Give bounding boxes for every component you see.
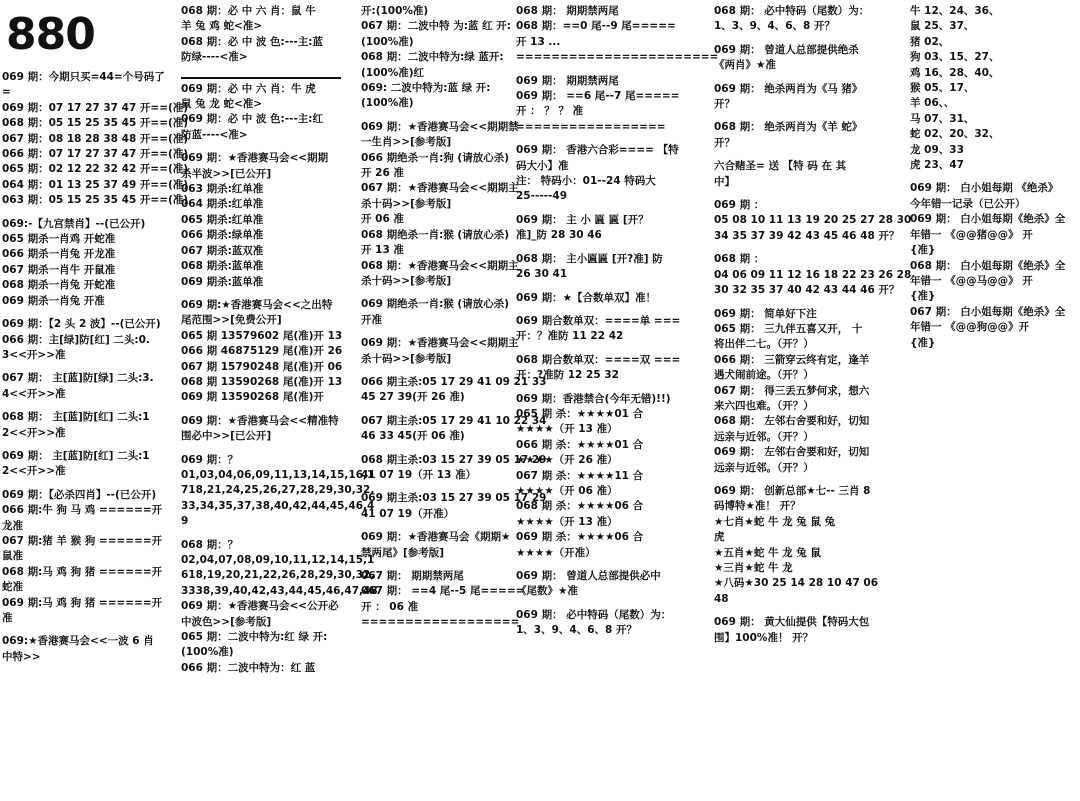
text-line: 065 期杀:红单准 bbox=[181, 213, 264, 226]
text-line bbox=[181, 66, 341, 74]
text-line: 猪 02、 bbox=[910, 35, 950, 48]
text-line: 068 期：二波中特为:绿 蓝开: bbox=[361, 51, 504, 64]
text-line: 准]_防 28 30 46 bbox=[516, 229, 602, 242]
text-line: 《两肖》★准 bbox=[714, 59, 776, 72]
text-line: 开 13 准 bbox=[361, 244, 404, 257]
text-line: 牛 12、24、36、 bbox=[910, 5, 1000, 17]
text-line: 069 期杀一肖兔 开准 bbox=[2, 294, 105, 307]
text-line bbox=[2, 209, 160, 217]
text-line: 067 期：★香港赛马会<<期期主 bbox=[361, 182, 519, 195]
text-line: 开：？准防 11 22 42 bbox=[516, 330, 624, 343]
text-line: 开 06 准 bbox=[361, 213, 404, 226]
text-line bbox=[361, 406, 499, 414]
text-line: 一生肖>>[参考版] bbox=[361, 136, 452, 149]
text-line bbox=[516, 600, 692, 608]
text-line: ================== bbox=[361, 616, 520, 629]
text-line: {准} bbox=[910, 336, 936, 349]
text-line: 063 期：05 15 25 35 45 开==(准) bbox=[2, 194, 189, 207]
text-line: 068 期：必 中 六 肖：鼠 牛 bbox=[181, 5, 316, 17]
text-line: 069 期：【必杀四肖】--(已公开) bbox=[2, 488, 157, 501]
text-line: ================= bbox=[516, 120, 666, 133]
text-line: 9 bbox=[181, 515, 189, 528]
text-line: 069 期： ==6 尾--7 尾===== bbox=[516, 90, 680, 103]
text-line: 1、3、9、4、6、8 开？ bbox=[516, 624, 637, 637]
text-line bbox=[181, 290, 341, 298]
text-line bbox=[516, 283, 692, 291]
text-line bbox=[714, 299, 890, 307]
text-line: 066 期主杀:05 17 29 41 09 21 33 bbox=[361, 375, 547, 388]
text-line: 05 08 10 11 13 19 20 25 27 28 30 bbox=[714, 214, 912, 227]
text-line: 067 期:猪 羊 猴 狗 ======开 bbox=[2, 534, 163, 547]
text-line: 准 bbox=[2, 612, 13, 624]
text-line: 开 26 准 bbox=[361, 167, 404, 180]
text-line bbox=[516, 66, 692, 74]
text-line: 069 期： 香港六合彩==== 【特 bbox=[516, 144, 679, 157]
text-line: 开？ bbox=[714, 98, 735, 111]
text-line bbox=[714, 190, 890, 198]
text-line: 龙 09、33 bbox=[910, 143, 964, 156]
text-line: 开准 bbox=[361, 313, 382, 326]
text-line: 2<<开>>准 bbox=[2, 426, 66, 439]
text-line: 068 期：必 中 波 色:---主:蓝 bbox=[181, 35, 324, 48]
text-line: 069 期：★香港赛马会《期期★ bbox=[361, 531, 511, 544]
text-line bbox=[361, 367, 499, 375]
text-line: (100%准) bbox=[361, 35, 414, 48]
text-line: 068 期合数单双：====双 === bbox=[516, 353, 681, 366]
text-line: 02,04,07,08,09,10,11,12,14,15,1 bbox=[181, 554, 375, 566]
column-1 bbox=[2, 0, 189, 797]
text-line: 068 期： 必中特码（尾数）为： bbox=[714, 5, 870, 17]
text-line: 069 期绝杀一肖:猴 (请放心杀) bbox=[361, 298, 510, 311]
text-line: 遇犬闹前途。（开？） bbox=[714, 369, 814, 382]
text-line bbox=[181, 143, 341, 151]
text-line: 069 期：香港禁合(今年无错)!!) bbox=[516, 392, 671, 405]
text-line: 065 期：二波中特为:红 绿 开: bbox=[181, 631, 328, 644]
text-line: 618,19,20,21,22,26,28,29,30,32, bbox=[181, 569, 375, 582]
text-line: 33,34,35,37,38,40,42,44,45,46,4 bbox=[181, 499, 375, 512]
text-line: 069 期： 必中特码（尾数）为： bbox=[516, 608, 672, 621]
text-line bbox=[2, 480, 160, 488]
text-line: 069 期：【2 头 2 波】--(已公开) bbox=[2, 318, 161, 331]
text-line: 068 期： 期期禁两尾 bbox=[516, 5, 619, 17]
text-line: ★八码★30 25 14 28 10 47 06 bbox=[714, 577, 879, 590]
text-line: 066 期： 三箭穿云终有定，逢羊 bbox=[714, 353, 870, 366]
text-line: 45 27 39(开 26 准) bbox=[361, 391, 465, 404]
text-line: 069 期： 期期禁两尾 bbox=[516, 74, 619, 87]
text-line bbox=[714, 151, 890, 159]
text-line: 杀十码>>[参考版] bbox=[361, 197, 452, 210]
text-line: 068 期： 绝杀两肖为《羊 蛇》 bbox=[714, 121, 863, 134]
text-line: ★三肖★蛇 牛 龙 bbox=[714, 562, 793, 574]
text-line: ★七肖★蛇 牛 龙 兔 鼠 兔 bbox=[714, 515, 836, 528]
text-line: 069 期：★香港赛马会<<公开必 bbox=[181, 600, 339, 613]
text-line: 069 期：？ bbox=[181, 453, 239, 466]
text-line: 069 期： 左邻右舍要和好，切知 bbox=[714, 446, 870, 459]
text-line: 069 期 杀：★★★★06 合 bbox=[516, 531, 644, 544]
text-line: 068 期杀:蓝单准 bbox=[181, 260, 264, 273]
text-line: 068 期：05 15 25 35 45 开==(准) bbox=[2, 117, 189, 130]
text-line: 中波色>>[参考版] bbox=[181, 615, 272, 628]
text-line bbox=[361, 561, 499, 569]
text-line: 杀半波>>[已公开] bbox=[181, 167, 272, 180]
text-line bbox=[714, 244, 890, 252]
text-line: 065 期：02 12 22 32 42 开==(准) bbox=[2, 163, 189, 176]
text-line: 066 期 46875129 尾(准)开 26 bbox=[181, 345, 343, 358]
text-line: 066 期：主[绿]防[红] 二头:0. bbox=[2, 333, 150, 346]
text-line: 26 30 41 bbox=[516, 268, 568, 281]
text-line: 069 期：必 中 六 肖：牛 虎 bbox=[181, 82, 316, 95]
text-line: 069 期:马 鸡 狗 猪 ======开 bbox=[2, 596, 163, 609]
text-line: 069 期：07 17 27 37 47 开==(准) bbox=[2, 101, 189, 114]
text-line: 067 期 15790248 尾(准)开 06 bbox=[181, 360, 343, 373]
text-line: 01,03,04,06,09,11,13,14,15,16,1 bbox=[181, 468, 375, 481]
text-line: 防蓝----<准> bbox=[181, 128, 248, 141]
text-line: 蛇 02、20、32、 bbox=[910, 128, 1000, 141]
text-line: 年错一 《@@猪@@》 开 bbox=[910, 228, 1033, 241]
text-line: ======================= bbox=[516, 51, 719, 64]
text-line: 25-----49 bbox=[516, 190, 568, 203]
text-line: 066 期绝杀一肖:狗 (请放心杀) bbox=[361, 151, 510, 164]
text-line: = bbox=[2, 86, 11, 99]
text-line bbox=[714, 35, 890, 43]
text-line bbox=[516, 384, 692, 392]
text-line: 068 期 13590268 尾(准)开 13 bbox=[181, 375, 343, 388]
text-line: 30 32 35 37 40 42 43 44 46 开？ bbox=[714, 284, 900, 297]
text-line: 远亲与近邻。（开？） bbox=[714, 430, 814, 443]
text-line: 来六四也难。（开？） bbox=[714, 399, 814, 412]
text-line: 068 期：★香港赛马会<<期期主 bbox=[361, 259, 519, 272]
text-line bbox=[181, 530, 341, 538]
text-line: 虎 bbox=[714, 531, 725, 544]
text-line: 069 期： 白小姐每期《绝杀》全 bbox=[910, 213, 1066, 226]
text-line: 066 期：二波中特为：红 蓝 bbox=[181, 661, 316, 674]
text-line: 068 期：？ bbox=[181, 538, 239, 551]
text-line: 069: 二波中特为:蓝 绿 开: bbox=[361, 82, 491, 95]
text-line: 鸡 16、28、40、 bbox=[910, 66, 1000, 79]
text-line bbox=[2, 441, 160, 449]
text-line: 069 期：★香港赛马会<<精准特 bbox=[181, 414, 339, 427]
text-line bbox=[361, 328, 499, 336]
text-line: 防绿----<准> bbox=[181, 51, 248, 64]
text-line: 2<<开>>准 bbox=[2, 465, 66, 478]
text-line: 063 期杀:红单准 bbox=[181, 183, 264, 196]
text-line: 今年错一记录（已公开） bbox=[910, 197, 1026, 210]
text-line: 开？ bbox=[714, 136, 735, 149]
text-line: 067 期 杀：★★★★11 合 bbox=[516, 469, 644, 482]
text-line: 064 期杀:红单准 bbox=[181, 198, 264, 211]
text-line: 066 期 杀：★★★★01 合 bbox=[516, 438, 644, 451]
text-line bbox=[516, 345, 692, 353]
text-line: 068 期主杀:03 15 27 39 05 17 29 bbox=[361, 453, 547, 466]
text-line: 将出伴二七。（开？） bbox=[714, 338, 814, 351]
text-line: 069 期： 白小姐每期 《绝杀》 bbox=[910, 182, 1059, 195]
text-line: 069 期：★香港赛马会<<期期禁 bbox=[361, 120, 519, 133]
text-line: 3338,39,40,42,43,44,45,46,47,48 bbox=[181, 584, 378, 597]
text-line: 开 ： 06 准 bbox=[361, 600, 419, 613]
text-line: 猴 05、17、 bbox=[910, 82, 975, 95]
logo-880: 880 bbox=[6, 9, 95, 60]
text-line: 开 13 ... bbox=[516, 35, 561, 48]
text-line: 069 期： 简单好下注 bbox=[714, 307, 817, 320]
text-line: 六合赌圣= 送 【特 码 在 其 bbox=[714, 160, 847, 173]
text-line: 068 期： 左邻右舍要和好，切知 bbox=[714, 415, 870, 428]
text-line: {准} bbox=[910, 290, 936, 303]
text-line bbox=[361, 483, 499, 491]
text-line: 1、3、9、4、6、8 开？ bbox=[714, 20, 835, 33]
text-line bbox=[516, 135, 692, 143]
text-line: 067 期：08 18 28 38 48 开==(准) bbox=[2, 132, 189, 145]
text-line: 067 期：二波中特 为:蓝 红 开: bbox=[361, 20, 511, 33]
text-line: 羊 06、、 bbox=[910, 97, 955, 110]
text-line: 069 期：★香港赛马会<<期期 bbox=[181, 152, 329, 165]
text-line bbox=[910, 173, 1078, 181]
text-line: 41 07 19（开准） bbox=[361, 507, 455, 520]
text-line bbox=[2, 309, 160, 317]
text-line bbox=[181, 406, 341, 414]
text-line: 068 期：==0 尾--9 尾===== bbox=[516, 20, 676, 33]
text-line: 围】100%准！ 开？ bbox=[714, 631, 814, 644]
text-line: 069 期： 黄大仙提供【特码大包 bbox=[714, 616, 870, 629]
text-line: 中】 bbox=[714, 175, 735, 188]
text-line: 069 期： 主 小 匾 匾 [开？ bbox=[516, 213, 649, 226]
text-line: 069 期 13590268 尾(准)开 bbox=[181, 391, 324, 404]
text-line: 注： 特码小：01--24 特码大 bbox=[516, 175, 656, 188]
text-line bbox=[2, 402, 160, 410]
text-line: 禁两尾》[参考版] bbox=[361, 546, 445, 559]
text-line: 069 期 ： bbox=[714, 199, 765, 212]
text-line: 开 ： ？ ？ 准 bbox=[516, 105, 584, 118]
text-line bbox=[714, 607, 890, 615]
text-line: 4<<开>>准 bbox=[2, 387, 66, 400]
text-line: 065 期 杀：★★★★01 合 bbox=[516, 407, 644, 420]
text-line: 码博特★准！ 开？ bbox=[714, 500, 801, 513]
text-line: 068 期杀一肖兔 开蛇准 bbox=[2, 279, 116, 292]
text-line: 鼠 25、37、 bbox=[910, 20, 975, 33]
text-line: (100%准) bbox=[181, 646, 234, 659]
text-line: (100%准) bbox=[361, 97, 414, 110]
text-line: 068 期 ： bbox=[714, 253, 765, 266]
text-line: 开：?准防 12 25 32 bbox=[516, 369, 619, 382]
text-line: 杀十码>>[参考版] bbox=[361, 274, 452, 287]
text-line: ★★★★（开 13 准） bbox=[516, 515, 618, 528]
text-line: 069 期： 创新总部★七-- 三肖 8 bbox=[714, 484, 871, 497]
text-line: 068 期： 主[蓝]防[红] 二头:1 bbox=[2, 411, 150, 424]
text-line: 《尾数》★准 bbox=[516, 585, 578, 598]
text-line bbox=[714, 74, 890, 82]
text-line: 069 期主杀:03 15 27 39 05 17 29 bbox=[361, 492, 547, 505]
text-line: 鼠 兔 龙 蛇<准> bbox=[181, 98, 263, 111]
text-line bbox=[181, 445, 341, 453]
text-line bbox=[361, 445, 499, 453]
text-line: {准} bbox=[910, 244, 936, 257]
text-line: 064 期：01 13 25 37 49 开==(准) bbox=[2, 178, 189, 191]
text-line: 066 期：07 17 27 37 47 开==(准) bbox=[2, 148, 189, 161]
text-line: 杀十码>>[参考版] bbox=[361, 352, 452, 365]
text-line: 年错一 《@@马@@》 开 bbox=[910, 274, 1033, 287]
text-line: 067 期主杀:05 17 29 41 10 22 34 bbox=[361, 414, 547, 427]
text-line: 狗 03、15、27、 bbox=[910, 51, 1000, 64]
text-line: 069 期：必 中 波 色:---主:红 bbox=[181, 113, 324, 126]
text-line bbox=[516, 205, 692, 213]
text-line: 067 期： ==4 尾--5 尾===== bbox=[361, 585, 525, 598]
text-line: 067 期： 期期禁两尾 bbox=[361, 570, 464, 582]
text-line bbox=[2, 626, 160, 634]
text-line: 069:★香港赛马会<<一波 6 肖 bbox=[2, 635, 154, 648]
text-line: 48 bbox=[714, 592, 729, 605]
text-line: ★★★★（开 26 准） bbox=[516, 454, 618, 467]
text-line: 码大小】准 bbox=[516, 159, 569, 172]
text-line: 066 期杀:绿单准 bbox=[181, 229, 264, 242]
text-line: 069 期合数单双：====单 === bbox=[516, 314, 681, 327]
text-line: 围必中>>[已公开] bbox=[181, 430, 272, 443]
text-line: 069 期：★【合数单双】准！ bbox=[516, 291, 656, 304]
text-line: 067 期杀:蓝双准 bbox=[181, 244, 264, 257]
text-line: 虎 23、47 bbox=[910, 159, 964, 172]
text-line: 069:-【九宫禁肖】--(已公开) bbox=[2, 217, 146, 230]
text-line: 羊 兔 鸡 蛇<准> bbox=[181, 20, 263, 33]
text-line: 龙准 bbox=[2, 519, 23, 532]
text-line: ★五肖★蛇 牛 龙 兔 鼠 bbox=[714, 546, 821, 559]
column-4 bbox=[516, 4, 719, 801]
text-line: 46 33 45(开 06 准) bbox=[361, 430, 465, 443]
text-line: 069 期： 曾道人总部提供绝杀 bbox=[714, 43, 859, 56]
text-line: 066 期杀一肖兔 开龙准 bbox=[2, 248, 116, 261]
text-line: 3<<开>>准 bbox=[2, 348, 66, 361]
column-5 bbox=[714, 4, 912, 801]
text-line: 068 期绝杀一肖:猴 (请放心杀) bbox=[361, 228, 510, 241]
text-line: 41 07 19（开 13 准） bbox=[361, 468, 477, 481]
text-line bbox=[361, 289, 499, 297]
text-line: 718,21,24,25,26,27,28,29,30,32, bbox=[181, 484, 375, 497]
text-line: 鼠准 bbox=[2, 550, 23, 563]
text-line: 066 期:牛 狗 马 鸡 ======开 bbox=[2, 504, 163, 517]
text-line: 067 期： 白小姐每期《绝杀》全 bbox=[910, 305, 1066, 318]
text-line: ★★★★（开 13 准） bbox=[516, 423, 618, 436]
text-line: 069 期杀:蓝单准 bbox=[181, 275, 264, 288]
text-line: 马 07、31、 bbox=[910, 112, 975, 125]
text-line: 开:(100%准) bbox=[361, 5, 429, 17]
text-line: 远亲与近邻。（开？） bbox=[714, 461, 814, 474]
text-line bbox=[361, 522, 499, 530]
text-line: ★★★★（开准） bbox=[516, 546, 596, 559]
text-line: 蛇准 bbox=[2, 581, 23, 594]
text-line: 069 期：今期只买=44=个号码了 bbox=[2, 71, 165, 83]
column-6 bbox=[910, 4, 1078, 801]
text-line: 069 期：★香港赛马会<<期期主 bbox=[361, 337, 519, 350]
text-line: 年错一 《@@狗@@》开 bbox=[910, 321, 1030, 334]
text-line: ★★★★（开 06 准） bbox=[516, 484, 618, 497]
text-line bbox=[516, 306, 692, 314]
text-line: (100%准)红 bbox=[361, 66, 425, 79]
text-line bbox=[361, 112, 499, 120]
text-line: 34 35 37 39 42 43 45 46 48 开？ bbox=[714, 229, 900, 242]
text-line: 067 期： 主[蓝]防[绿] 二头:3. bbox=[2, 372, 154, 385]
text-line: 中特>> bbox=[2, 650, 41, 663]
text-line: 069 期:★香港赛马会<<之出特 bbox=[181, 298, 333, 311]
text-line: 068 期： 白小姐每期《绝杀》全 bbox=[910, 259, 1066, 272]
text-line: 065 期： 三九伴五喜又开， 十 bbox=[714, 322, 863, 335]
text-line: 04 06 09 11 12 16 18 22 23 26 28 bbox=[714, 268, 912, 281]
text-line: 065 期杀一肖鸡 开蛇准 bbox=[2, 233, 116, 246]
divider bbox=[181, 77, 341, 79]
text-line bbox=[714, 476, 890, 484]
text-line bbox=[2, 363, 160, 371]
text-line: 067 期杀一肖牛 开鼠准 bbox=[2, 263, 116, 276]
text-line: 069 期： 绝杀两肖为《马 猪》 bbox=[714, 82, 863, 95]
text-line: 068 期 杀：★★★★06 合 bbox=[516, 500, 644, 513]
text-line: 069 期： 主[蓝]防[红] 二头:1 bbox=[2, 449, 150, 462]
text-line: 069 期： 曾道人总部提供必中 bbox=[516, 570, 661, 582]
text-line bbox=[516, 244, 692, 252]
text-line bbox=[714, 112, 890, 120]
text-line: 065 期 13579602 尾(准)开 13 bbox=[181, 329, 343, 342]
text-line bbox=[516, 561, 692, 569]
text-line: 067 期： 得三丢五梦何求，想六 bbox=[714, 384, 870, 397]
text-line: 尾范围>>[免费公开] bbox=[181, 314, 282, 327]
text-line: 068 期:马 鸡 狗 猪 ======开 bbox=[2, 565, 163, 578]
text-line: 068 期： 主小匾匾 [开?准] 防 bbox=[516, 252, 663, 265]
